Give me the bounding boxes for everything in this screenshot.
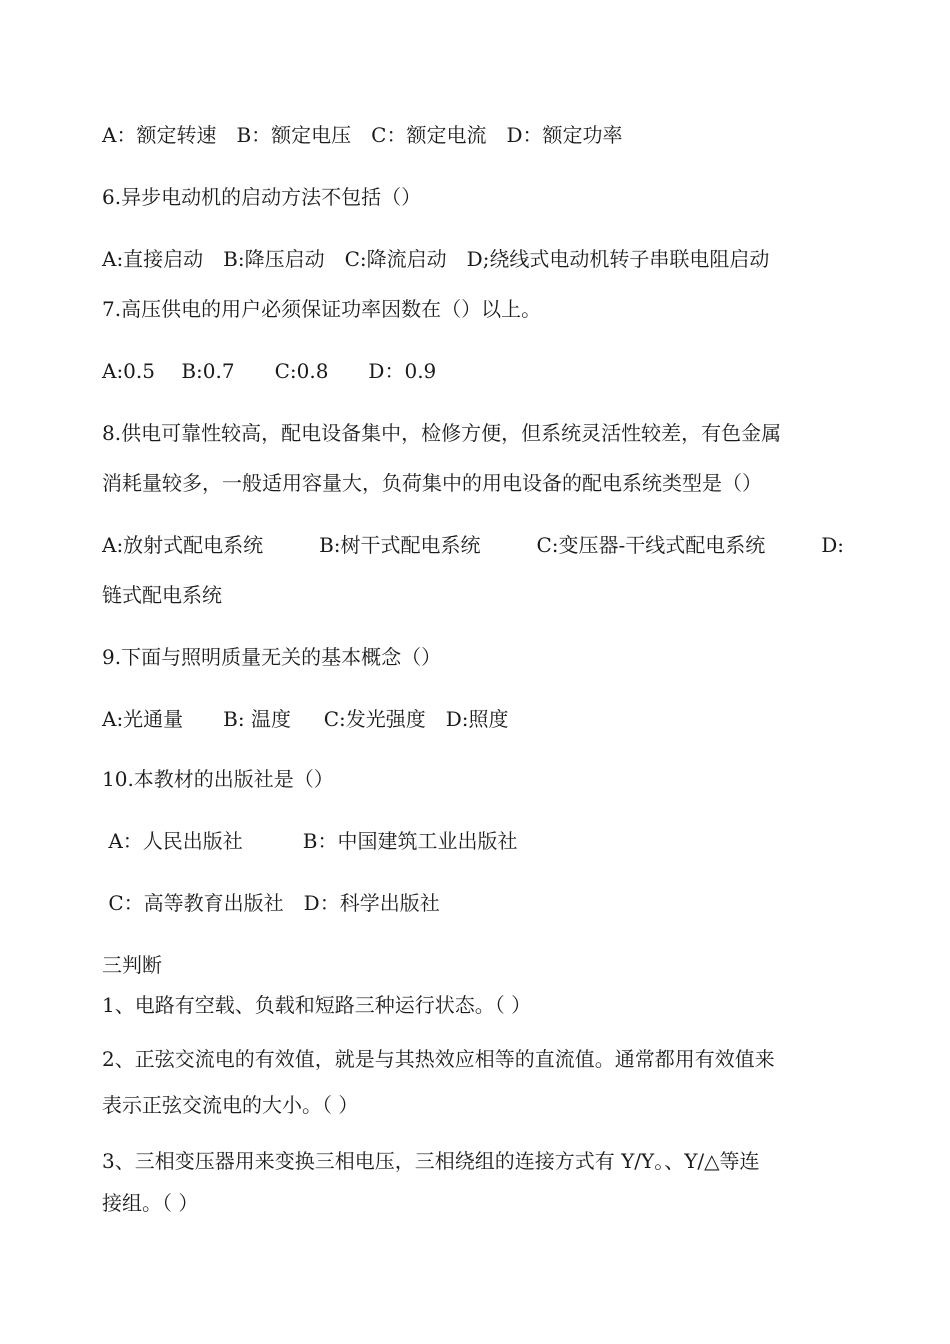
q8-question-line1: 8.供电可靠性较高，配电设备集中，检修方便，但系统灵活性较差，有色金属 — [102, 421, 782, 445]
q5-options: A：额定转速 B：额定电压 C：额定电流 D：额定功率 — [102, 123, 623, 147]
judgment-1: 1、电路有空载、负载和短路三种运行状态。（ ） — [102, 993, 532, 1017]
q8-option-c: C:变压器-干线式配电系统 — [536, 533, 766, 557]
q8-option-d: D: — [821, 533, 844, 557]
judgment-3-line1: 3、三相变压器用来变换三相电压，三相绕组的连接方式有 Y/Y。、Y/△等连 — [102, 1149, 760, 1173]
judgment-3-line2: 接组。（ ） — [102, 1191, 199, 1215]
section-heading-judgment: 三判断 — [102, 953, 162, 977]
q8-options — [102, 532, 844, 558]
q10-options-ab: A：人民出版社 B：中国建筑工业出版社 — [102, 829, 518, 853]
q7-options: A:0.5 B:0.7 C:0.8 D：0.9 — [102, 359, 437, 383]
q8-option-a: A:放射式配电系统 — [102, 533, 264, 557]
judgment-2-line2: 表示正弦交流电的大小。（ ） — [102, 1093, 359, 1117]
q8-option-d-continued: 链式配电系统 — [102, 583, 222, 607]
q7-question: 7.高压供电的用户必须保证功率因数在（）以上。 — [102, 297, 542, 321]
q8-question-line2: 消耗量较多，一般适用容量大，负荷集中的用电设备的配电系统类型是（） — [102, 471, 762, 495]
q8-option-b: B:树干式配电系统 — [319, 533, 481, 557]
q10-question: 10.本教材的出版社是（） — [102, 767, 334, 791]
q6-question: 6.异步电动机的启动方法不包括（） — [102, 185, 422, 209]
q9-question: 9.下面与照明质量无关的基本概念（） — [102, 645, 442, 669]
q9-options: A:光通量 B: 温度 C:发光强度 D:照度 — [102, 707, 509, 731]
q6-options: A:直接启动 B:降压启动 C:降流启动 D;绕线式电动机转子串联电阻启动 — [102, 247, 770, 271]
q10-options-cd: C：高等教育出版社 D：科学出版社 — [102, 891, 440, 915]
judgment-2-line1: 2、正弦交流电的有效值，就是与其热效应相等的直流值。通常都用有效值来 — [102, 1047, 775, 1071]
